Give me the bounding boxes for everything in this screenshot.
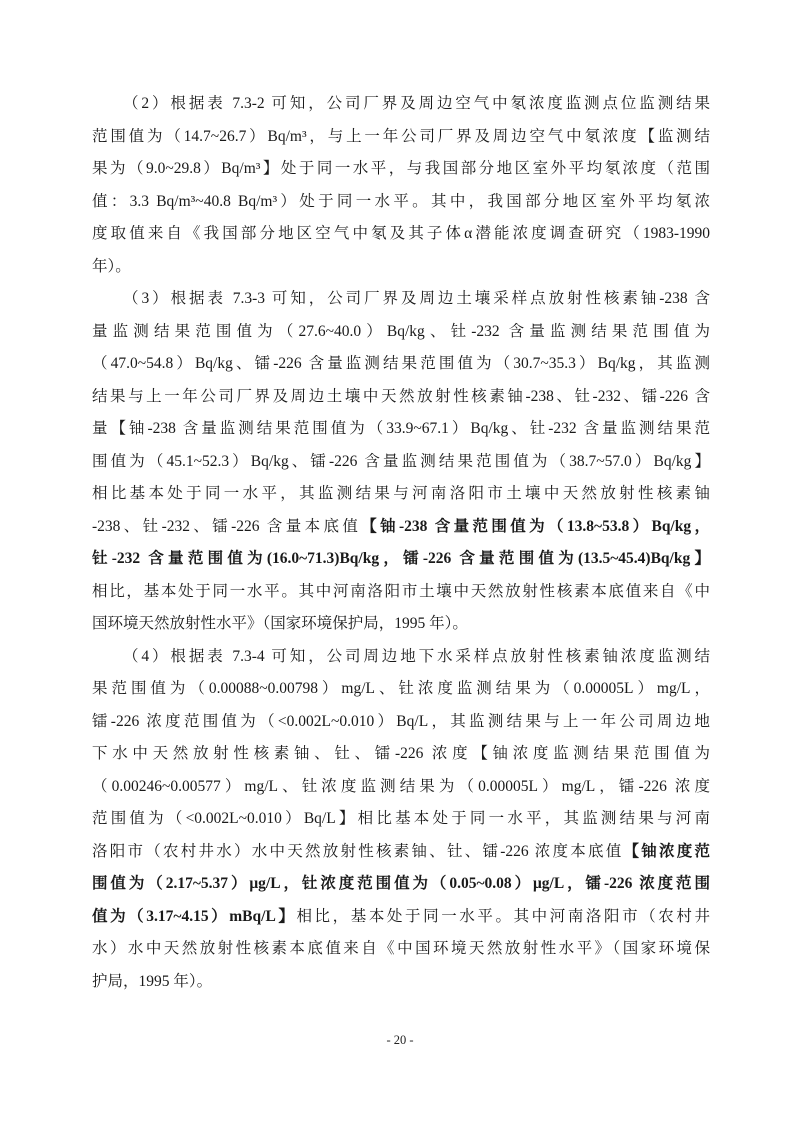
text-run: （0.00246~0.00577）mg/L、钍浓度监测结果为（0.00005L）mg/L，镭-226 浓度	[92, 777, 710, 795]
text-line	[92, 576, 710, 609]
text-line	[92, 608, 710, 641]
text-line	[92, 706, 710, 739]
text-line	[92, 803, 710, 836]
text-line	[92, 348, 710, 381]
text-line	[92, 771, 710, 804]
text-line	[92, 933, 710, 966]
text-line	[92, 966, 710, 999]
text-line	[92, 836, 710, 869]
text-run: 钍-232 含量范围值为(16.0~71.3)Bq/kg，镭-226 含量范围值为(13.5~45.4)Bq/kg】	[92, 550, 710, 567]
text-run: 洛阳市（农村井水）水中天然放射性核素铀、钍、镭-226 浓度本底值	[92, 842, 624, 860]
text-line	[92, 478, 710, 511]
page-number: - 20 -	[386, 1033, 414, 1047]
text-run: 值：3.3 Bq/m³~40.8 Bq/m³）处于同一水平。其中，我国部分地区室外平均氡浓	[92, 192, 710, 210]
text-line	[92, 88, 710, 121]
text-line	[92, 511, 710, 544]
text-run: 范围值为（<0.002L~0.010）Bq/L】相比基本处于同一水平，其监测结果与河南	[92, 810, 710, 827]
text-run: 年）。	[92, 257, 131, 275]
text-line	[92, 543, 710, 576]
text-run: 果范围值为（0.00088~0.00798）mg/L、钍浓度监测结果为（0.00005L）mg/L，	[92, 680, 710, 697]
text-line	[92, 218, 710, 251]
text-run: （4）根据表 7.3-4 可知，公司周边地下水采样点放射性核素铀浓度监测结	[123, 647, 710, 665]
text-run: 值为（3.17~4.15）mBq/L】	[92, 907, 297, 925]
text-line	[92, 316, 710, 349]
text-run: 相比，基本处于同一水平。其中河南洛阳市（农村井	[296, 907, 710, 925]
paragraph	[92, 641, 710, 999]
document-body	[92, 88, 710, 998]
text-run: 国环境天然放射性水平》（国家环境保护局，1995 年）。	[92, 615, 468, 632]
text-line	[92, 901, 710, 934]
text-run: 围值为（2.17~5.37）μg/L，钍浓度范围值为（0.05~0.08）μg/L，镭-226 浓度范围	[92, 875, 710, 892]
text-run: 相比基本处于同一水平，其监测结果与河南洛阳市土壤中天然放射性核素铀	[92, 485, 710, 502]
text-run: 【铀浓度范	[623, 842, 710, 860]
text-run: （3）根据表 7.3-3 可知，公司厂界及周边土壤采样点放射性核素铀-238 含	[123, 290, 710, 307]
text-run: 量监测结果范围值为（27.6~40.0）Bq/kg、钍-232 含量监测结果范围值为	[92, 322, 710, 340]
text-line	[92, 641, 710, 674]
text-run: 水）水中天然放射性核素本底值来自《中国环境天然放射性水平》（国家环境保	[92, 940, 710, 957]
text-run: 护局，1995 年）。	[92, 972, 213, 990]
paragraph	[92, 88, 710, 283]
text-line	[92, 413, 710, 446]
text-run: 结果与上一年公司厂界及周边土壤中天然放射性核素铀-238、钍-232、镭-226 含	[92, 387, 710, 405]
text-run: 下水中天然放射性核素铀、钍、镭-226 浓度【铀浓度监测结果范围值为	[92, 745, 710, 762]
text-line	[92, 673, 710, 706]
text-run: -238、钍-232、镭-226 含量本底值	[92, 517, 362, 535]
text-run: 果为（9.0~29.8）Bq/m³】处于同一水平，与我国部分地区室外平均氡浓度（范围	[92, 160, 710, 177]
text-run: 度取值来自《我国部分地区空气中氡及其子体α潜能浓度调查研究（1983-1990	[92, 225, 710, 242]
text-line	[92, 446, 710, 479]
text-run: 镭-226 浓度范围值为（<0.002L~0.010）Bq/L，其监测结果与上一年公司周边地	[92, 712, 710, 730]
text-line	[92, 283, 710, 316]
text-line	[92, 381, 710, 414]
text-run: 相比，基本处于同一水平。其中河南洛阳市土壤中天然放射性核素本底值来自《中	[92, 582, 710, 600]
text-run: （47.0~54.8）Bq/kg、镭-226 含量监测结果范围值为（30.7~35.3）Bq/kg，其监测	[92, 355, 710, 372]
text-line	[92, 186, 710, 219]
text-line	[92, 121, 710, 154]
text-run: 【铀-238 含量范围值为（13.8~53.8）Bq/kg，	[361, 517, 710, 535]
text-line	[92, 153, 710, 186]
text-run: （2）根据表 7.3-2 可知，公司厂界及周边空气中氡浓度监测点位监测结果	[123, 95, 710, 112]
text-line	[92, 251, 710, 284]
text-line	[92, 738, 710, 771]
text-run: 量【铀-238 含量监测结果范围值为（33.9~67.1）Bq/kg、钍-232 含量监测结果范	[92, 420, 710, 437]
text-run: 围值为（45.1~52.3）Bq/kg、镭-226 含量监测结果范围值为（38.7~57.0）Bq/kg】	[92, 452, 710, 470]
text-run: 范围值为（14.7~26.7）Bq/m³，与上一年公司厂界及周边空气中氡浓度【监测结	[92, 127, 710, 145]
paragraph	[92, 283, 710, 641]
text-line	[92, 868, 710, 901]
